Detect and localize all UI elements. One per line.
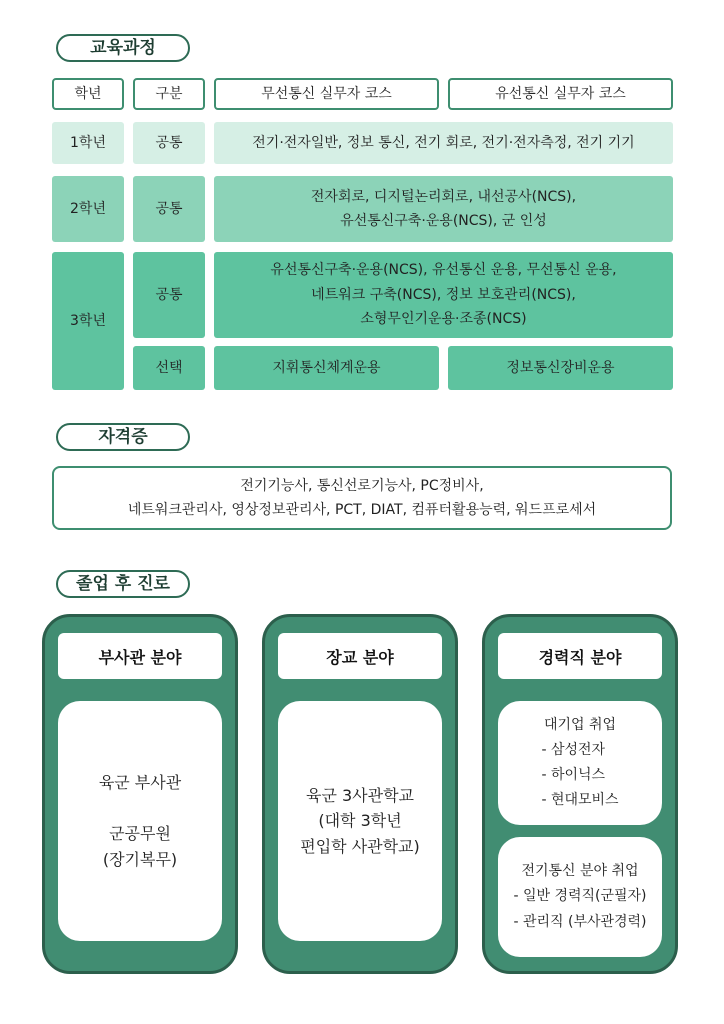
certificates-box: [52, 466, 672, 530]
career-experienced-box2-heading: 전기통신 분야 취업: [521, 863, 639, 880]
grade-2-content-line1: 전자회로, 디지털논리회로, 내선공사(NCS),: [310, 188, 577, 205]
career-experienced-box2: [498, 837, 662, 957]
grade-3-label: 3학년: [52, 252, 124, 390]
grade-3-content-line2: 네트워크 구축(NCS), 정보 보호관리(NCS),: [311, 286, 576, 303]
grade-2-label: 2학년: [52, 176, 124, 242]
career-experienced-box2-item: - 관리직 (부사관경력): [513, 913, 647, 930]
career-experienced-box1: [498, 701, 662, 825]
career-panel-nco: [42, 614, 238, 974]
career-panel-experienced: [482, 614, 678, 974]
career-nco-title: 부사관 분야: [58, 633, 222, 679]
certificates-line1: 전기기능사, 통신선로기능사, PC정비사,: [240, 477, 484, 494]
grade-2-category: 공통: [133, 176, 205, 242]
career-experienced-box2-item: - 일반 경력직(군필자): [513, 888, 647, 905]
career-experienced-box1-item: - 삼성전자: [541, 741, 606, 758]
career-panel-academy: [262, 614, 458, 974]
career-experienced-title: 경력직 분야: [498, 633, 662, 679]
section-title-certificates: 자격증: [56, 423, 190, 451]
certificates-line2: 네트워크관리사, 영상정보관리사, PCT, DIAT, 컴퓨터활용능력, 워드프로세서: [127, 502, 597, 518]
grade-3-elective-wireless: 지휘통신체계운용: [214, 346, 439, 390]
career-academy-line2: (대학 3학년: [318, 811, 402, 831]
grade-1-content: 전기·전자일반, 정보 통신, 전기 회로, 전기·전자측정, 전기 기기: [214, 122, 673, 164]
header-category: 구분: [133, 78, 205, 110]
career-experienced-box1-item: - 하이닉스: [541, 767, 606, 783]
header-wireless-course: 무선통신 실무자 코스: [214, 78, 439, 110]
section-title-curriculum: 교육과정: [56, 34, 190, 62]
grade-3-elective-wired: 정보통신장비운용: [448, 346, 673, 390]
career-academy-title: 장교 분야: [278, 633, 442, 679]
grade-2-content-line2: 유선통신구축·운용(NCS), 군 인성: [340, 213, 547, 229]
grade-3-category-elective: 선택: [133, 346, 205, 390]
career-experienced-box1-heading: 대기업 취업: [543, 716, 617, 733]
grade-3-content-line3: 소형무인기운용·조종(NCS): [360, 311, 527, 328]
grade-1-label: 1학년: [52, 122, 124, 164]
career-nco-item2: 군공무원: [109, 824, 171, 844]
career-academy-line1: 육군 3사관학교: [305, 785, 414, 805]
career-nco-item1: 육군 부사관: [98, 772, 182, 792]
grade-3-category-common: 공통: [133, 252, 205, 338]
career-academy-line3: 편입학 사관학교): [300, 836, 420, 856]
career-academy-box: [278, 701, 442, 941]
career-experienced-box1-item: - 현대모비스: [541, 792, 619, 809]
grade-3-common-content: [214, 252, 673, 338]
grade-1-category: 공통: [133, 122, 205, 164]
section-title-career: 졸업 후 진로: [56, 570, 190, 598]
grade-3-content-line1: 유선통신구축·운용(NCS), 유선통신 운용, 무선통신 운용,: [270, 262, 617, 279]
career-nco-item3: (장기복무): [102, 849, 178, 869]
career-nco-box: [58, 701, 222, 941]
header-wired-course: 유선통신 실무자 코스: [448, 78, 673, 110]
grade-2-content: [214, 176, 673, 242]
header-grade: 학년: [52, 78, 124, 110]
